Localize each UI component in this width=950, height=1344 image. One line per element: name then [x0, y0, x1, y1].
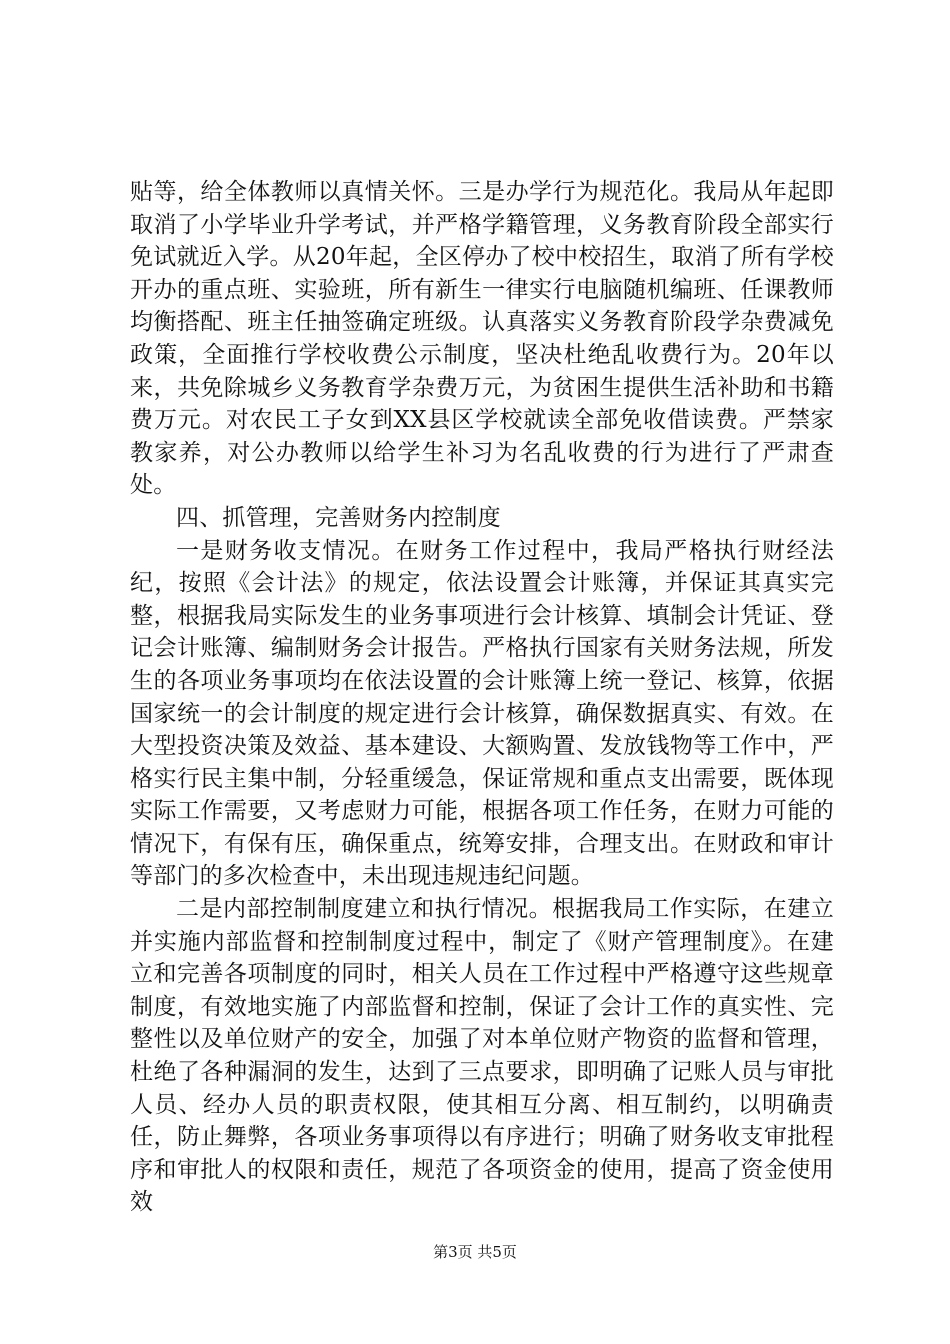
page-number-footer: 第3页 共5页 — [433, 1243, 517, 1261]
document-body — [130, 176, 834, 1219]
section-heading-management: 四、抓管理，完善财务内控制度 — [176, 504, 501, 531]
paragraph-financial-income-expenditure: 一是财务收支情况。在财务工作过程中，我局严格执行财经法纪，按照《会计法》的规定，依法设置会计账簿，并保证其真实完整，根据我局实际发生的业务事项进行会计核算、填制会计凭证、登记会计账簿、编制财务会计报告。严格执行国家有关财务法规，所发生的各项业务事项均在依法设置的会计账簿上统一登记、核算，依据国家统一的会计制度的规定进行会计核算，确保数据真实、有效。在大型投资决策及效益、基本建设、大额购置、发放钱物等工作中，严格实行民主集中制，分轻重缓急，保证常规和重点支出需要，既体现实际工作需要，又考虑财力可能，根据各项工作任务，在财力可能的情况下，有保有压，确保重点，统筹安排，合理支出。在财政和审计等部门的多次检查中，未出现违规违纪问题。 — [130, 537, 834, 890]
paragraph-continuation: 贴等，给全体教师以真情关怀。三是办学行为规范化。我局从年起即取消了小学毕业升学考试，并严格学籍管理，义务教育阶段全部实行免试就近入学。从20年起，全区停办了校中校招生，取消了所有学校开办的重点班、实验班，所有新生一律实行电脑随机编班、任课教师均衡搭配、班主任抽签确定班级。认真落实义务教育阶段学杂费减免政策，全面推行学校收费公示制度，坚决杜绝乱收费行为。20年以来，共免除城乡义务教育学杂费万元，为贫困生提供生活补助和书籍费万元。对农民工子女到XX县区学校就读全部免收借读费。严禁家教家养，对公办教师以给学生补习为名乱收费的行为进行了严肃查处。 — [130, 179, 834, 499]
paragraph-internal-control: 二是内部控制制度建立和执行情况。根据我局工作实际，在建立并实施内部监督和控制制度过程中，制定了《财产管理制度》。在建立和完善各项制度的同时，相关人员在工作过程中严格遵守这些规章制度，有效地实施了内部监督和控制，保证了会计工作的真实性、完整性以及单位财产的安全，加强了对本单位财产物资的监督和管理，杜绝了各种漏洞的发生，达到了三点要求，即明确了记账人员与审批人员、经办人员的职责权限，使其相互分离、相互制约，以明确责任，防止舞弊，各项业务事项得以有序进行；明确了财务收支审批程序和审批人的权限和责任，规范了各项资金的使用，提高了资金使用效 — [130, 896, 834, 1216]
